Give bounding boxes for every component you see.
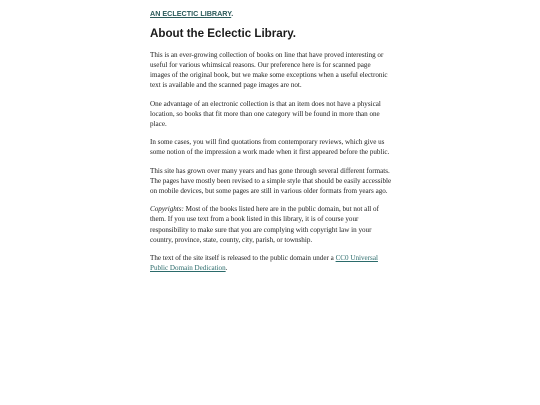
location-paragraph: One advantage of an electronic collection is that an item does not have a physical location, so books that fit more than one category will be found in more than one place. <box>150 99 381 128</box>
page-content <box>150 9 392 281</box>
cc0-license-link[interactable]: CC0 Universal Public Domain Dedication <box>150 253 378 273</box>
license-text: The text of the site itself is released to the public domain under a <box>150 253 336 262</box>
license-paragraph <box>150 253 392 273</box>
license-period: . <box>225 264 228 273</box>
site-home-link[interactable]: AN ECLECTIC LIBRARY <box>150 9 232 18</box>
page-title: About the Eclectic Library. <box>150 27 297 40</box>
copyright-paragraph <box>150 204 392 244</box>
site-header <box>150 9 392 19</box>
reviews-paragraph: In some cases, you will find quotations from contemporary reviews, which give us some notion of the impression a work made when it first appeared before the public. <box>150 138 390 157</box>
intro-paragraph: This is an ever-growing collection of books on line that have proved interesting or useful for various whimsical reasons. Our preference here is for scanned page images of the original book, but we make some exceptions when a useful electronic text is available and the scanned page images are not. <box>150 51 388 90</box>
copyright-label: Copyrights: <box>150 205 184 214</box>
copyright-text: Most of the books listed here are in the public domain, but not all of them. If you use text from a book listed in this library, it is of course your responsibility to make sure that you are complying with copyright law in your country, province, state, county, city, parish, or township. <box>150 205 379 244</box>
history-paragraph: This site has grown over many years and has gone through several different formats. The pages have mostly been revised to a simple style that should be easily accessible on mobile devices, but some pages are still in various older formats from years ago. <box>150 166 392 195</box>
site-link-period: . <box>231 9 234 18</box>
